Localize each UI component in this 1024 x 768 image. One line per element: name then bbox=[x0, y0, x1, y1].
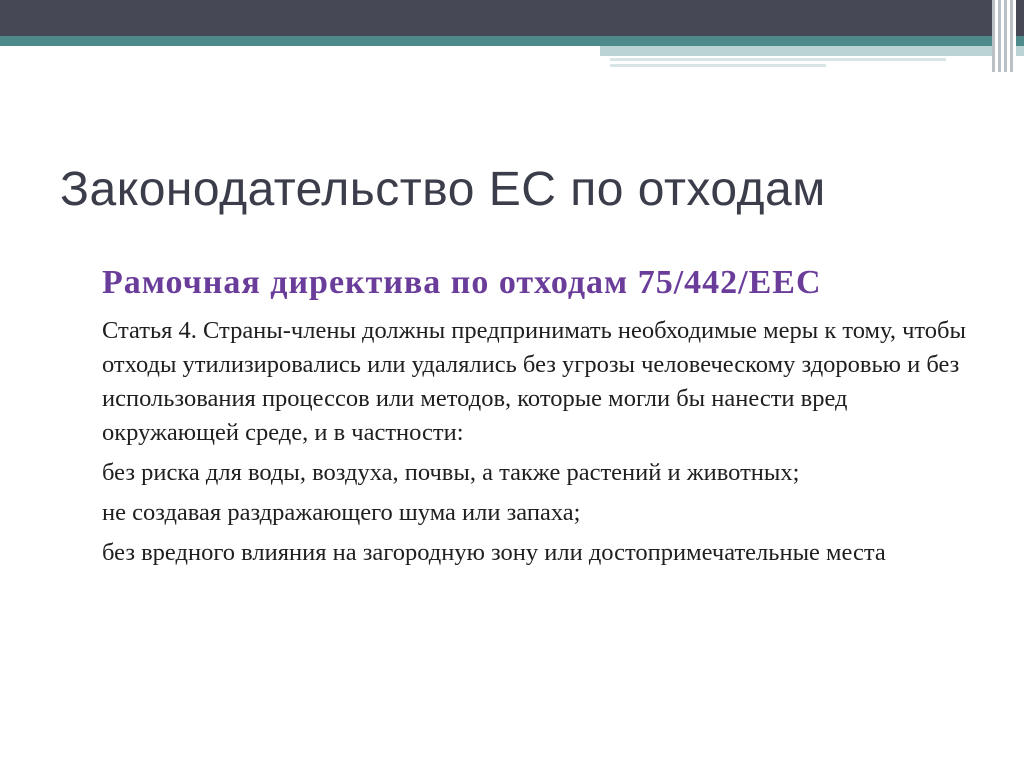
paragraph-noise-odor: не создавая раздражающего шума или запаха; bbox=[102, 499, 581, 526]
paragraph-article-4: Статья 4. Страны-члены должны предпринимать необходимые меры к тому, чтобы отходы утилизировались или удалялись без угрозы человеческому здоровью и без использования процессов или методов, которые могли бы нанести вред окружающей среде, и в частности: bbox=[102, 317, 966, 446]
slide-title: Законодательство ЕС по отходам bbox=[60, 163, 826, 216]
header-teal-band bbox=[0, 36, 1024, 46]
header-dark-bar bbox=[0, 0, 1024, 36]
paragraph-water-air-soil: без риска для воды, воздуха, почвы, а также растений и животных; bbox=[102, 459, 800, 486]
header-accent-line-short bbox=[610, 64, 826, 67]
header-accent-line bbox=[610, 58, 946, 61]
paragraph-countryside: без вредного влияния на загородную зону или достопримечательные места bbox=[102, 539, 886, 566]
slide-subtitle: Рамочная директива по отходам 75/442/EEC bbox=[102, 264, 822, 301]
header-stripes-decoration bbox=[992, 0, 1016, 72]
slide-content bbox=[102, 262, 982, 570]
header-light-band bbox=[600, 46, 1024, 56]
